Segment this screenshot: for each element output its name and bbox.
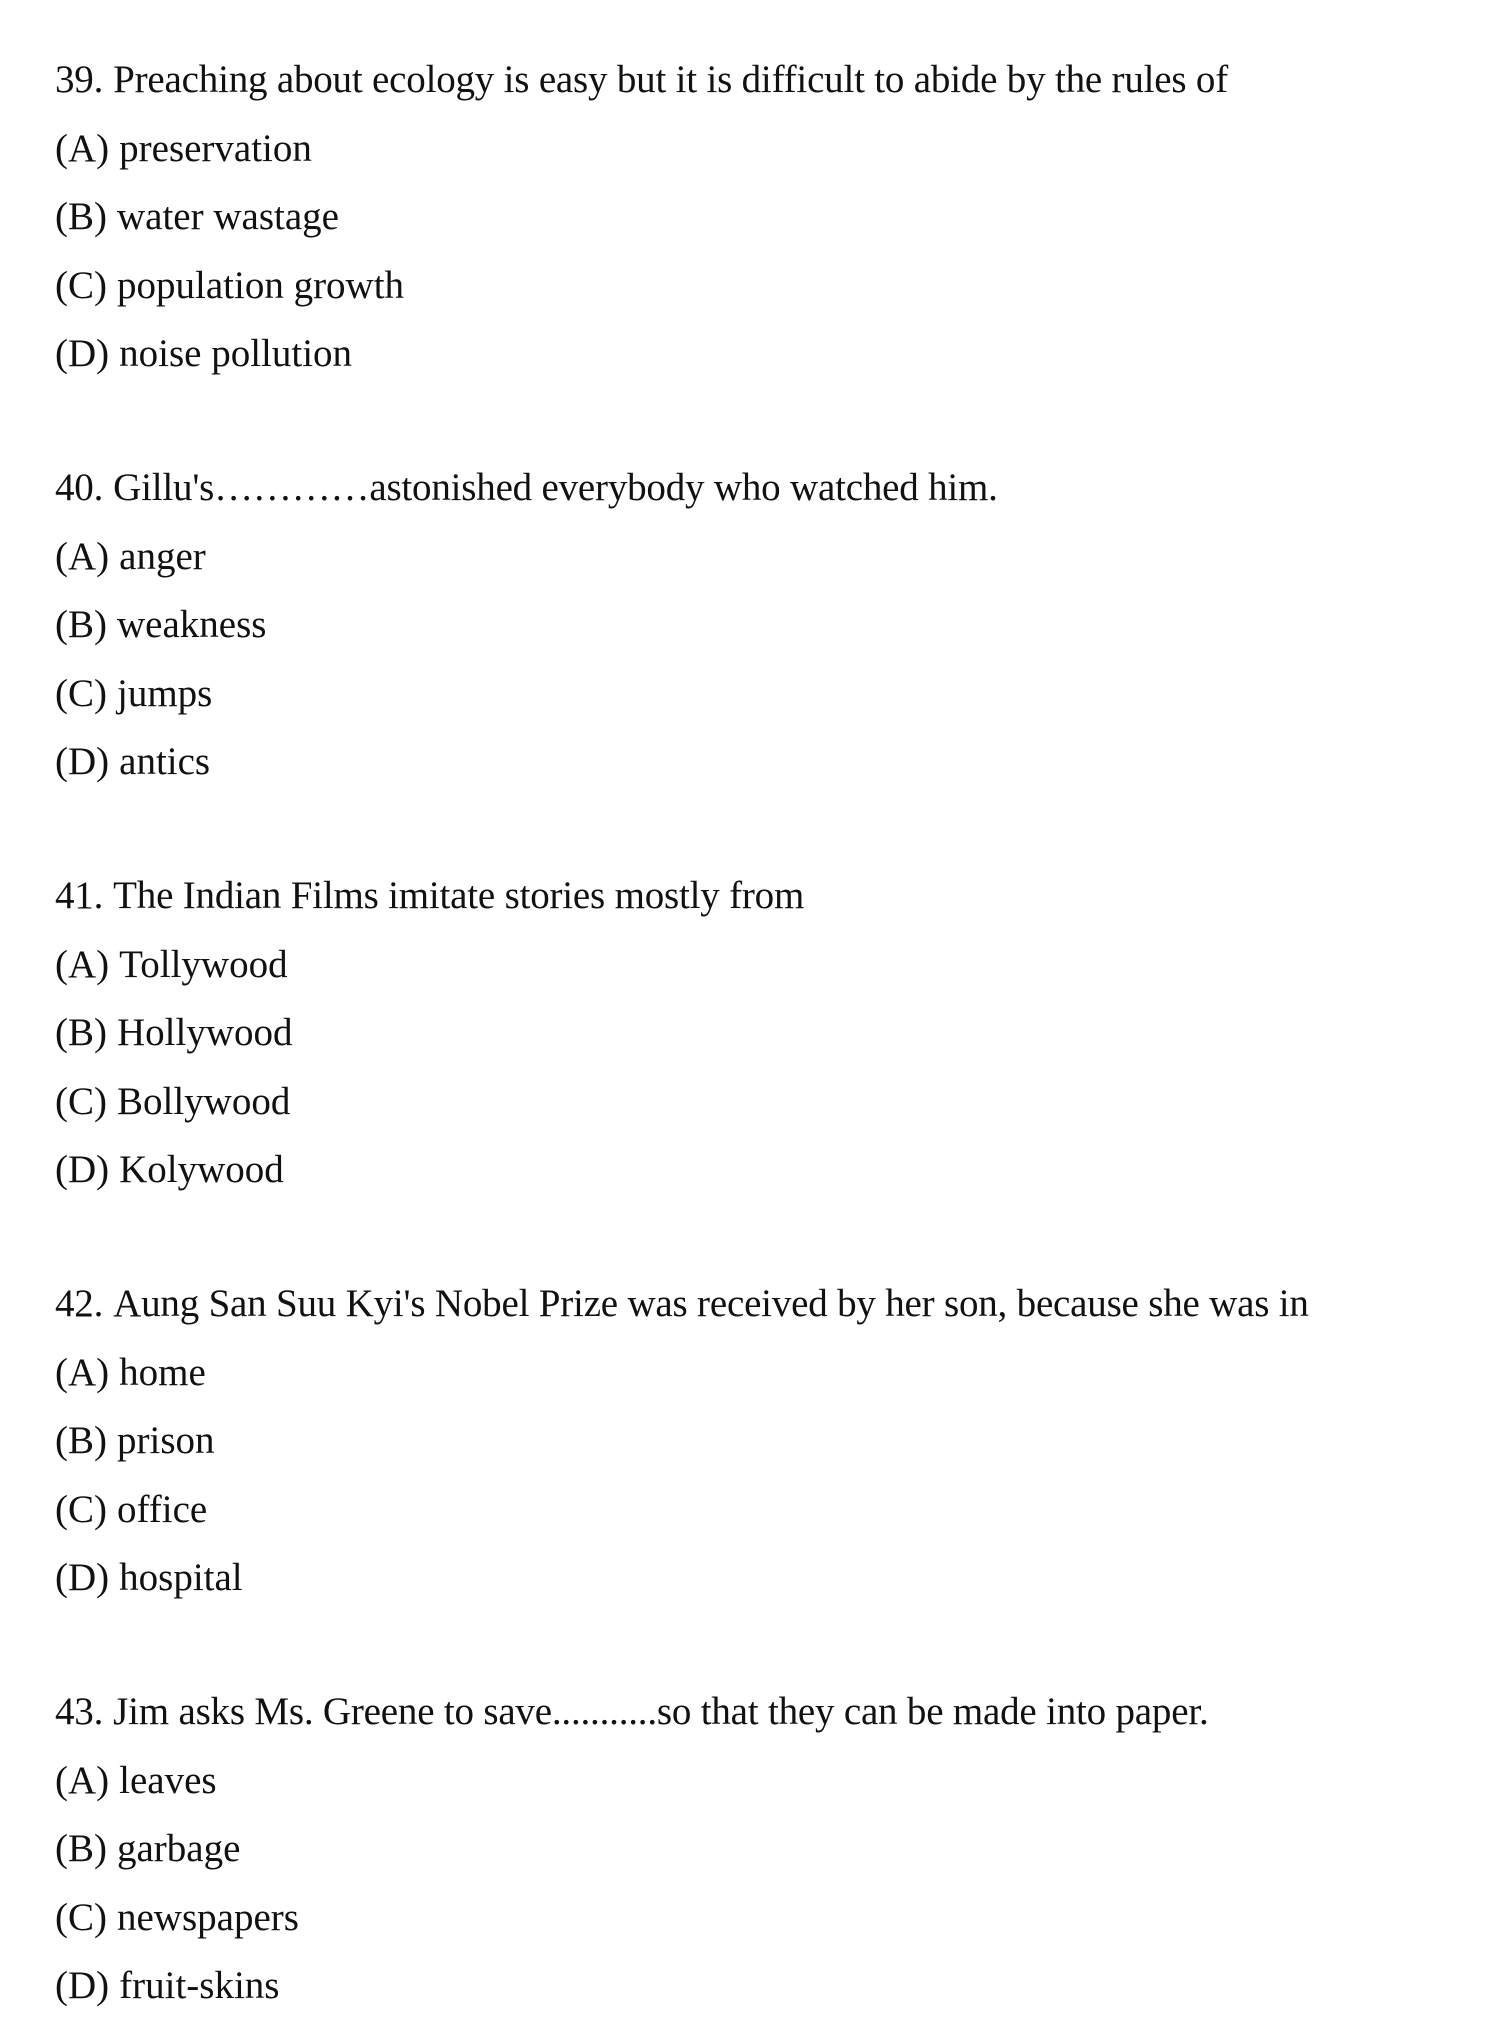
option-b	[55, 1417, 1475, 1465]
option-text: population growth	[117, 263, 405, 307]
option-d	[55, 330, 1475, 378]
option-letter: (A)	[55, 1758, 110, 1802]
option-letter: (B)	[55, 1827, 107, 1870]
option-letter: (B)	[55, 603, 107, 646]
option-letter: (C)	[55, 671, 107, 715]
option-text: garbage	[117, 1827, 241, 1870]
option-letter: (A)	[55, 534, 110, 578]
option-d	[55, 1962, 1475, 2010]
option-b	[55, 601, 1475, 649]
options-list	[55, 125, 1475, 379]
option-letter: (A)	[55, 126, 110, 170]
option-letter: (C)	[55, 1487, 107, 1531]
option-text: noise pollution	[119, 332, 353, 375]
question-stem: The Indian Films imitate stories mostly from	[113, 874, 805, 917]
option-a	[55, 1349, 1475, 1397]
option-a	[55, 941, 1475, 989]
question-number: 41.	[55, 874, 104, 917]
option-letter: (D)	[55, 1148, 110, 1191]
option-d	[55, 1146, 1475, 1194]
options-list	[55, 941, 1475, 1195]
option-c	[55, 1894, 1475, 1942]
option-c	[55, 262, 1475, 310]
option-text: home	[119, 1350, 206, 1394]
option-text: jumps	[117, 671, 213, 715]
option-c	[55, 1078, 1475, 1126]
option-letter: (B)	[55, 1011, 107, 1054]
option-letter: (A)	[55, 1350, 110, 1394]
question-text	[55, 1280, 1475, 1328]
option-letter: (A)	[55, 942, 110, 986]
question-number: 42.	[55, 1282, 104, 1325]
option-letter: (C)	[55, 263, 107, 307]
question-39	[55, 56, 1475, 378]
option-letter: (D)	[55, 740, 110, 783]
option-text: Tollywood	[119, 942, 288, 986]
option-letter: (C)	[55, 1079, 107, 1123]
option-text: Bollywood	[117, 1079, 291, 1123]
question-43	[55, 1688, 1475, 2010]
question-40	[55, 464, 1475, 786]
options-list	[55, 1349, 1475, 1603]
question-number: 39.	[55, 58, 104, 101]
option-b	[55, 1009, 1475, 1057]
option-text: weakness	[117, 603, 267, 646]
option-text: Kolywood	[119, 1148, 284, 1191]
question-text	[55, 872, 1475, 920]
question-stem: Gillu's…………astonished everybody who watched him.	[113, 466, 998, 509]
question-stem: Preaching about ecology is easy but it is difficult to abide by the rules of	[113, 58, 1228, 101]
option-a	[55, 533, 1475, 581]
option-letter: (D)	[55, 1964, 110, 2007]
option-text: hospital	[119, 1556, 243, 1599]
option-a	[55, 125, 1475, 173]
options-list	[55, 1757, 1475, 2011]
option-b	[55, 1825, 1475, 1873]
option-text: leaves	[119, 1758, 217, 1802]
options-list	[55, 533, 1475, 787]
option-d	[55, 1554, 1475, 1602]
option-letter: (C)	[55, 1895, 107, 1939]
question-stem: Aung San Suu Kyi's Nobel Prize was received by her son, because she was in	[113, 1282, 1309, 1325]
option-text: office	[117, 1487, 208, 1531]
option-text: antics	[119, 740, 211, 783]
option-letter: (B)	[55, 195, 107, 238]
question-number: 43.	[55, 1690, 104, 1733]
question-41	[55, 872, 1475, 1194]
question-text	[55, 56, 1475, 104]
option-text: anger	[119, 534, 206, 578]
question-number: 40.	[55, 466, 104, 509]
option-text: water wastage	[117, 195, 339, 238]
question-text	[55, 1688, 1475, 1736]
option-letter: (D)	[55, 1556, 110, 1599]
option-d	[55, 738, 1475, 786]
option-c	[55, 670, 1475, 718]
option-letter: (D)	[55, 332, 110, 375]
question-stem: Jim asks Ms. Greene to save...........so that they can be made into paper.	[113, 1690, 1209, 1733]
option-text: Hollywood	[117, 1011, 293, 1054]
option-letter: (B)	[55, 1419, 107, 1462]
option-c	[55, 1486, 1475, 1534]
option-text: prison	[117, 1419, 215, 1462]
option-text: preservation	[119, 126, 312, 170]
question-42	[55, 1280, 1475, 1602]
question-text	[55, 464, 1475, 512]
option-text: newspapers	[117, 1895, 299, 1939]
option-a	[55, 1757, 1475, 1805]
option-b	[55, 193, 1475, 241]
option-text: fruit-skins	[119, 1964, 280, 2007]
